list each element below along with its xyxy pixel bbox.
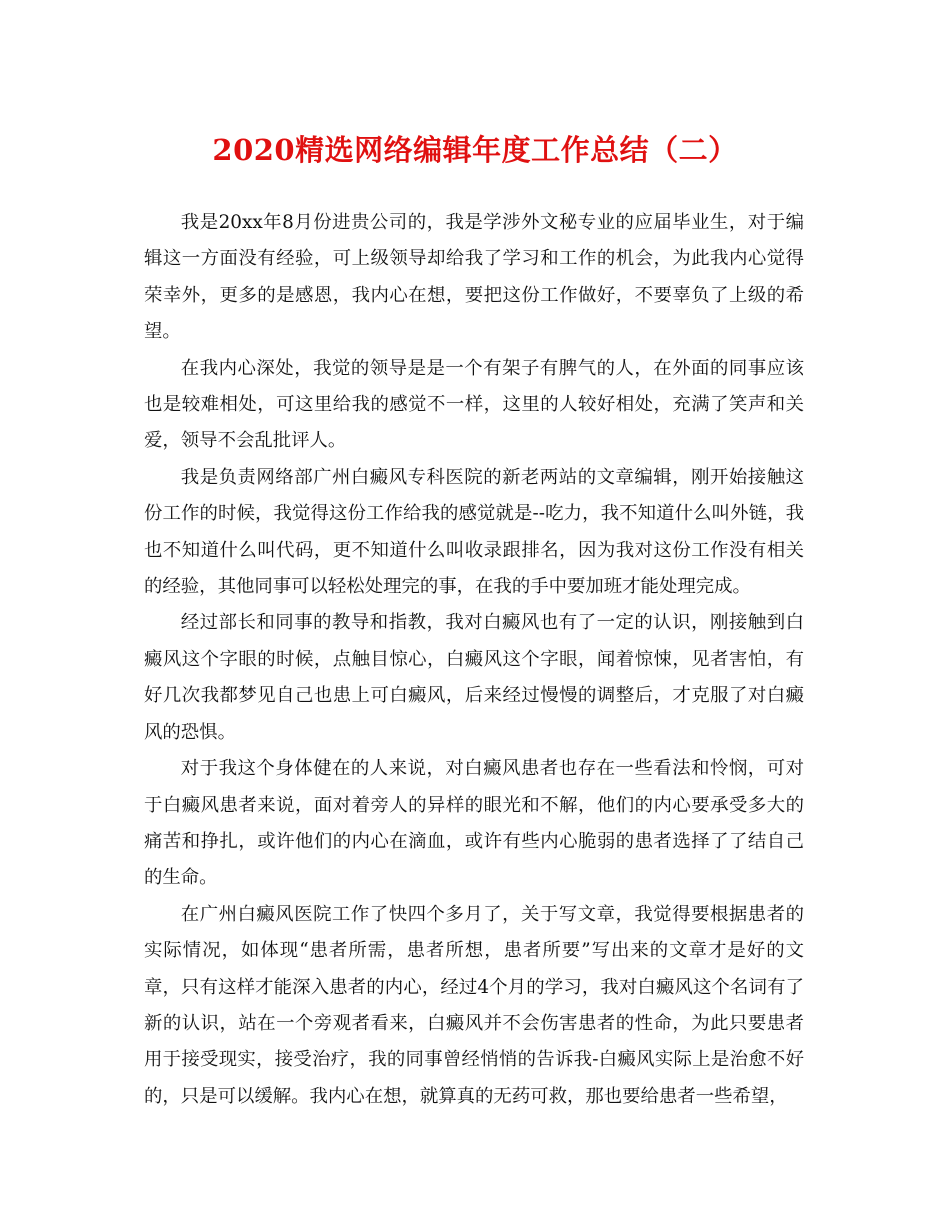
paragraph: 我是20xx年8月份进贵公司的，我是学涉外文秘专业的应届毕业生，对于编辑这一方面没有经验，可上级领导却给我了学习和工作的机会，为此我内心觉得荣幸外，更多的是感恩，我内心在想，要把这份工作做好，不要辜负了上级的希望。 <box>144 212 804 343</box>
paragraph: 经过部长和同事的教导和指教，我对白癜风也有了一定的认识，刚接触到白癜风这个字眼的时候，点触目惊心，白癜风这个字眼，闻着惊悚，见者害怕，有好几次我都梦见自己也患上可白癜风，后来经过慢慢的调整后，才克服了对白癜风的恐惧。 <box>144 612 804 743</box>
document-body <box>144 205 804 1115</box>
paragraph: 在广州白癜风医院工作了快四个多月了，关于写文章，我觉得要根据患者的实际情况，如体现“患者所需，患者所想，患者所要”写出来的文章才是好的文章，只有这样才能深入患者的内心，经过4个月的学习，我对白癜风这个名词有了新的认识，站在一个旁观者看来，白癜风并不会伤害患者的性命，为此只要患者用于接受现实，接受治疗，我的同事曾经悄悄的告诉我-白癜风实际上是治愈不好的，只是可以缓解。我内心在想，就算真的无药可救，那也要给患者一些希望， <box>144 903 804 1107</box>
paragraph: 对于我这个身体健在的人来说，对白癜风患者也存在一些看法和怜悯，可对于白癜风患者来说，面对着旁人的异样的眼光和不解，他们的内心要承受多大的痛苦和挣扎，或许他们的内心在滴血，或许有些内心脆弱的患者选择了了结自己的生命。 <box>144 758 804 889</box>
paragraph: 我是负责网络部广州白癜风专科医院的新老两站的文章编辑，刚开始接触这份工作的时候，我觉得这份工作给我的感觉就是--吃力，我不知道什么叫外链，我也不知道什么叫代码，更不知道什么叫收录跟排名，因为我对这份工作没有相关的经验，其他同事可以轻松处理完的事，在我的手中要加班才能处理完成。 <box>144 466 804 598</box>
paragraph: 在我内心深处，我觉的领导是是一个有架子有脾气的人，在外面的同事应该也是较难相处，可这里给我的感觉不一样，这里的人较好相处，充满了笑声和关爱，领导不会乱批评人。 <box>144 357 804 452</box>
document-title: 2020精选网络编辑年度工作总结（二） <box>212 133 738 167</box>
